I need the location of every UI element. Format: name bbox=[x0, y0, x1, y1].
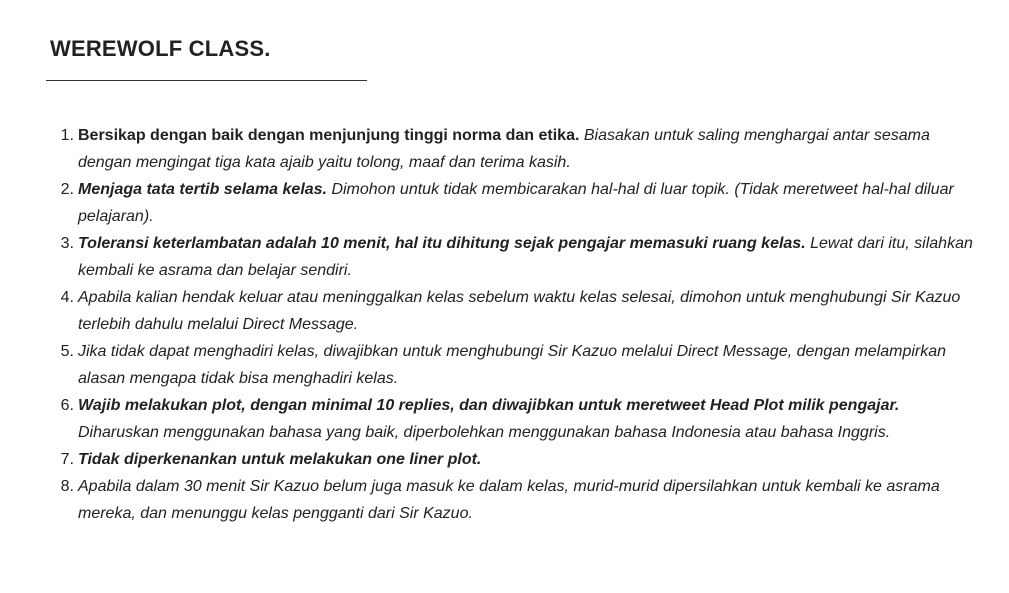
rule-number: 5. bbox=[60, 343, 74, 360]
rules-list bbox=[60, 122, 983, 527]
rule-number: 1. bbox=[60, 127, 74, 144]
rule-item-4 bbox=[60, 284, 983, 338]
rule-item-3 bbox=[60, 230, 983, 284]
rule-number: 7. bbox=[60, 451, 74, 468]
rule-item-5 bbox=[60, 338, 983, 392]
rule-text: Jika tidak dapat menghadiri kelas, diwajibkan untuk menghubungi Sir Kazuo melalui Direct Message, dengan melampirkan alasan mengapa tidak bisa menghadiri kelas. bbox=[78, 343, 947, 387]
rule-number: 2. bbox=[60, 181, 74, 198]
rule-item-1 bbox=[60, 122, 983, 176]
title-underline bbox=[46, 80, 367, 81]
rule-item-8 bbox=[60, 473, 983, 527]
rule-text: Diharuskan menggunakan bahasa yang baik, diperbolehkan menggunakan bahasa Indonesia atau bahasa Inggris. bbox=[78, 424, 891, 441]
rule-item-7 bbox=[60, 446, 983, 473]
rule-emphasis: Tidak diperkenankan untuk melakukan one liner plot. bbox=[78, 451, 482, 468]
rule-text: Dimohon untuk tidak membicarakan hal-hal di luar topik. (Tidak meretweet hal-hal diluar pelajaran). bbox=[78, 181, 954, 225]
rule-emphasis: Toleransi keterlambatan adalah 10 menit, hal itu dihitung sejak pengajar memasuki ruang kelas. bbox=[78, 235, 806, 252]
rule-number: 8. bbox=[60, 478, 74, 495]
rule-text: Lewat dari itu, silahkan kembali ke asrama dan belajar sendiri. bbox=[78, 235, 973, 279]
rule-text: Biasakan untuk saling menghargai antar sesama dengan mengingat tiga kata ajaib yaitu tolong, maaf dan terima kasih. bbox=[78, 127, 930, 171]
rule-text: Apabila dalam 30 menit Sir Kazuo belum juga masuk ke dalam kelas, murid-murid dipersilahkan untuk kembali ke asrama mereka, dan menunggu kelas pengganti dari Sir Kazuo. bbox=[78, 478, 940, 522]
page-title: WEREWOLF CLASS. bbox=[50, 36, 271, 61]
rule-item-2 bbox=[60, 176, 983, 230]
rule-emphasis: Wajib melakukan plot, dengan minimal 10 replies, dan diwajibkan untuk meretweet Head Plot milik pengajar. bbox=[78, 397, 900, 414]
rule-number: 3. bbox=[60, 235, 74, 252]
rule-number: 6. bbox=[60, 397, 74, 414]
rule-emphasis: Menjaga tata tertib selama kelas. bbox=[78, 181, 327, 198]
rule-item-6 bbox=[60, 392, 983, 446]
rule-number: 4. bbox=[60, 289, 74, 306]
rule-text: Apabila kalian hendak keluar atau meninggalkan kelas sebelum waktu kelas selesai, dimohon untuk menghubungi Sir Kazuo terlebih dahulu melalui Direct Message. bbox=[78, 289, 961, 333]
rule-emphasis: Bersikap dengan baik dengan menjunjung tinggi norma dan etika. bbox=[78, 127, 580, 144]
